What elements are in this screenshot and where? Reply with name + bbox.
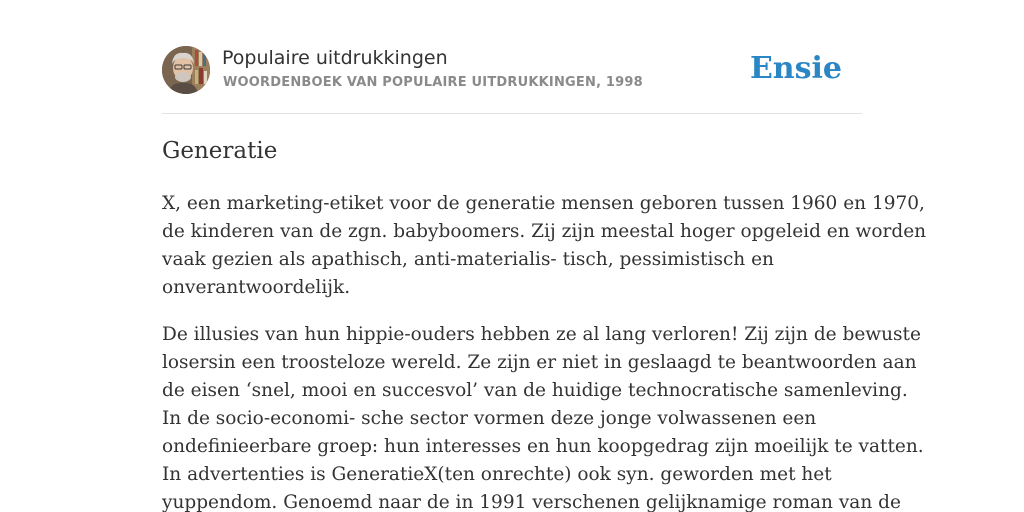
text-line: de eisen ‘snel, mooi en succesvol’ van de huidige technocratische samenleving. (162, 380, 908, 401)
text-line: onverantwoordelijk. (162, 277, 351, 298)
paragraph (162, 321, 924, 512)
source-avatar[interactable] (162, 46, 210, 94)
source-header (162, 46, 862, 114)
ensie-logo-link[interactable]: Ensie (749, 51, 842, 86)
text-line: De illusies van hun hippie-ouders hebben ze al lang verloren! Zij zijn de bewuste (162, 324, 921, 345)
paragraph (162, 190, 927, 302)
source-subtitle: WOORDENBOEK VAN POPULAIRE UITDRUKKINGEN, 1998 (223, 75, 643, 90)
source-title[interactable]: Populaire uitdrukkingen (222, 47, 448, 69)
text-line: In de socio-economi- sche sector vormen deze jonge volwassenen een (162, 408, 817, 429)
article-body (162, 190, 927, 512)
article-title: Generatie (162, 138, 278, 164)
text-line: vaak gezien als apathisch, anti-materialis- tisch, pessimistisch en (162, 249, 774, 270)
text-line: de kinderen van de zgn. babyboomers. Zij zijn meestal hoger opgeleid en worden (162, 221, 927, 242)
text-line: losersin een troosteloze wereld. Ze zijn er niet in geslaagd te beantwoorden aan (162, 352, 917, 373)
text-line: yuppendom. Genoemd naar de in 1991 verschenen gelijknamige roman van de (162, 492, 901, 512)
portrait-icon (162, 46, 210, 94)
text-line: ondefinieerbare groep: hun interesses en hun koopgedrag zijn moeilijk te vatten. (162, 436, 924, 457)
text-line: X, een marketing-etiket voor de generatie mensen geboren tussen 1960 en 1970, (162, 193, 925, 214)
text-line: In advertenties is GeneratieX(ten onrechte) ook syn. geworden met het (162, 464, 832, 485)
